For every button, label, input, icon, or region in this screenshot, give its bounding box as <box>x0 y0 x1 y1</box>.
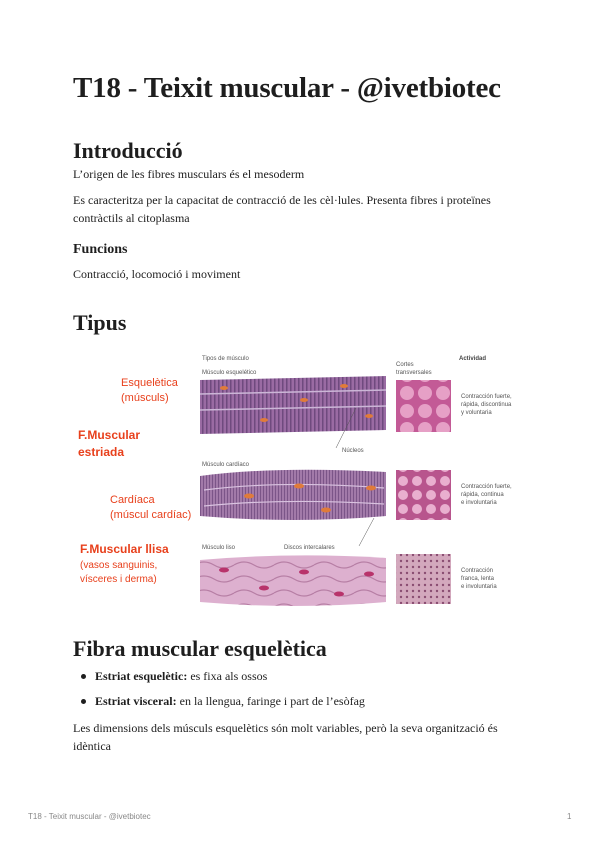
act3-line3: e involuntaria <box>461 584 497 590</box>
footer-title: T18 - Teixit muscular - @ivetbiotec <box>28 812 151 821</box>
footer-page-number: 1 <box>567 812 572 821</box>
act3-line1: Contracción <box>461 568 494 574</box>
row2-name: Músculo cardíaco <box>202 462 250 468</box>
intro-heading: Introducció <box>73 138 183 163</box>
fibra-heading: Fibra muscular esquelètica <box>73 636 327 661</box>
cardiac-cross-section <box>396 470 451 520</box>
skeletal-cross-section <box>396 380 451 432</box>
muscle-types-illustration <box>74 348 530 608</box>
act1-line3: y voluntaria <box>461 410 492 416</box>
act3-line2: franca, lenta <box>461 576 495 582</box>
list-item-desc: en la llengua, faringe i part de l’esòfag <box>176 694 365 708</box>
intro-paragraph-1: L’origen de les fibres musculars és el mesoderm <box>73 167 305 181</box>
annotation-cardiaca: Cardíaca <box>110 494 155 506</box>
nucleos-label: Núcleos <box>342 448 364 454</box>
discos-label: Discos intercalares <box>284 545 335 551</box>
cardiac-muscle-drawing <box>200 470 386 520</box>
muscle-types-figure <box>74 348 530 608</box>
list-item-desc: es fixa als ossos <box>187 669 268 683</box>
header-cortes: Cortes <box>396 362 414 368</box>
annotation-muscul-cardiac: (múscul cardíac) <box>110 509 192 521</box>
skeletal-muscle-drawing <box>200 376 386 434</box>
act1-line1: Contracción fuerte, <box>461 394 512 400</box>
annotation-f-muscular: F.Muscular <box>78 428 141 442</box>
smooth-cross-section <box>396 554 451 604</box>
annotation-estriada: estriada <box>78 445 125 459</box>
fibra-list <box>73 667 523 717</box>
annotation-esqueletica: Esquelètica <box>121 377 178 389</box>
annotation-f-muscular-llisa: F.Muscular llisa <box>80 542 169 556</box>
header-actividad: Actividad <box>459 356 487 362</box>
header-tipos: Tipos de músculo <box>202 356 249 362</box>
row1-name: Músculo esquelético <box>202 370 257 376</box>
intro-paragraph-2: Es caracteritza per la capacitat de contracció de les cèl·lules. Presenta fibres i proteïnes contràctils al citoplasma <box>73 193 491 225</box>
annotation-musculs: (músculs) <box>121 392 169 404</box>
fibra-paragraph: Les dimensions dels músculs esquelètics són molt variables, però la seva organització és idèntica <box>73 721 498 753</box>
funcions-text: Contracció, locomoció i moviment <box>73 267 241 281</box>
smooth-muscle-drawing <box>200 555 386 606</box>
header-cortes-2: transversales <box>396 370 432 376</box>
list-item-term: Estriat esquelètic: <box>95 669 188 683</box>
act2-line3: e involuntaria <box>461 500 497 506</box>
annotations <box>78 377 191 585</box>
act1-line2: rápida, discontinua <box>461 402 512 408</box>
row3-name: Músculo liso <box>202 545 236 551</box>
page-title: T18 - Teixit muscular - @ivetbiotec <box>73 72 501 104</box>
act2-line2: rápida, continua <box>461 492 504 498</box>
funcions-heading: Funcions <box>73 242 128 257</box>
list-item-term: Estriat visceral: <box>95 694 177 708</box>
list-item <box>73 667 523 692</box>
list-item <box>73 692 523 717</box>
act2-line1: Contracción fuerte, <box>461 484 512 490</box>
tipus-heading: Tipus <box>73 310 127 335</box>
annotation-vasos: (vasos sanguinis, <box>80 560 158 571</box>
discos-pointer <box>359 518 374 546</box>
annotation-visceres: vísceres i derma) <box>80 574 157 585</box>
